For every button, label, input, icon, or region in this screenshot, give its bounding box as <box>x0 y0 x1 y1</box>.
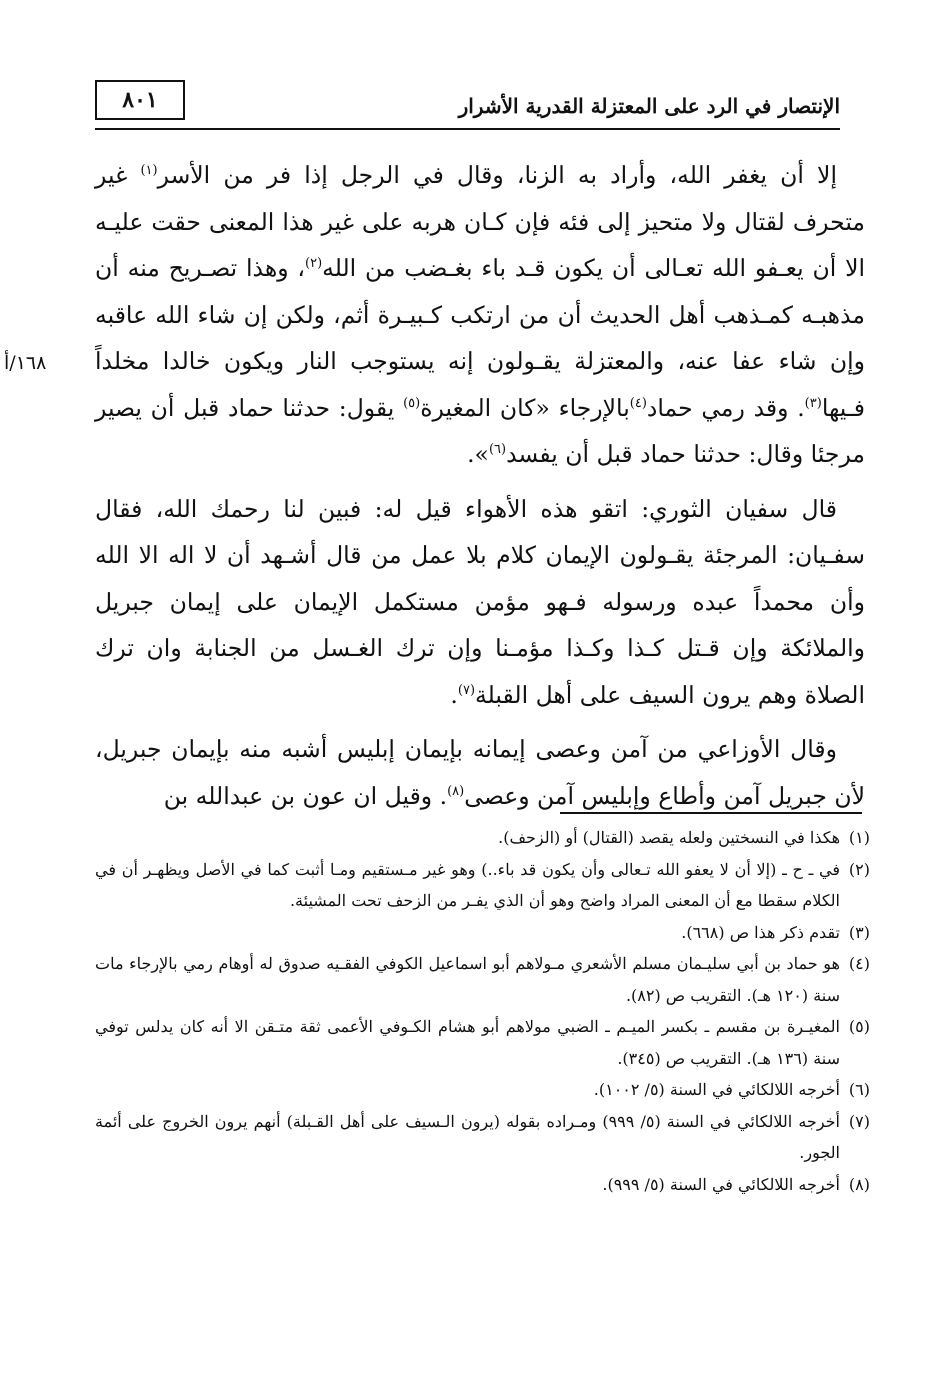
footnote-number: (١) <box>848 828 870 847</box>
footnote-number: (٨) <box>848 1174 870 1194</box>
footnote-ref-6: (٦) <box>488 442 507 458</box>
footnote-6 <box>95 1074 870 1106</box>
page-number: ٨٠١ <box>122 87 158 113</box>
paragraph-2 <box>95 486 865 719</box>
footnote-3 <box>95 917 870 949</box>
footnote-ref-4: (٤) <box>629 395 647 411</box>
page-number-box <box>95 80 185 120</box>
footnote-number: (٥) <box>848 1017 870 1036</box>
footnote-text: أخرجه اللالكائي في السنة (٥/ ٩٩٩). <box>602 1174 840 1194</box>
footnote-separator <box>560 812 862 814</box>
footnote-text: أخرجه اللالكائي في السنة (٥/ ٩٩٩) ومـراده بقوله (يرون الـسيف على أهل القـبلة) أنهم يرون الخروج على أئمة الجور. <box>95 1111 840 1162</box>
text-run: . وقيل ان عون بن عبدالله بن <box>163 781 448 810</box>
main-text <box>95 152 865 827</box>
text-run: ، وهذا تصـريح منه أن مذهبـه كمـذهب أهل الحديث أن من ارتكب كـبيـرة أثم، ولكن إن شاء الله عاقبه وإن شاء عفا عنه، والمعتزلة يقـولون إنه يستوجب النار ويكون خالدا مخلداً فـيها <box>95 254 866 422</box>
footnote-2 <box>95 854 870 917</box>
header-rule <box>95 128 840 130</box>
text-run: بالإرجاء «كان المغيرة <box>420 393 630 422</box>
text-run: يقول: حدثنا حماد قبل أن يصير مرجئا وقال: حدثنا حماد قبل أن يفسد <box>95 393 865 468</box>
text-run: . وقد رمي حماد <box>646 393 805 422</box>
footnote-text: تقدم ذكر هذا ص (٦٦٨). <box>681 922 840 942</box>
footnote-4 <box>95 948 870 1011</box>
footnote-ref-1: (١) <box>140 163 158 179</box>
footnote-number: (٣) <box>848 922 870 942</box>
footnote-ref-3: (٣) <box>804 395 822 411</box>
text-run: . <box>450 680 458 709</box>
text-run: قال سفيان الثوري: اتقو هذه الأهواء قيل له: فبين لنا رحمك الله، فقال سفـيان: المرجئة يقـولون الإيمان كلام بلا عمل من قال أشـهد أن لا اله الا الله وأن محمداً عبده ورسوله فـهو مؤمن مستكمل الإيمان على إيمان جبريل والملائكة وإن قـتل كـذا وكـذا مؤمـنا وإن ترك الغـسل من الجنابة وان ترك الصلاة وهم يرون السيف على أهل القبلة <box>95 494 865 709</box>
footnote-ref-2: (٢) <box>305 256 323 272</box>
footnote-number: (٢) <box>848 859 870 879</box>
running-title: الإنتصار في الرد على المعتزلة القدرية الأشرار <box>458 94 840 118</box>
text-run: غير متحرف لقتال ولا متحيز إلى فئه فإن كـان هربه على غير هذا المعنى حقت عليـه الا أن يعـفو الله تعـالى أن يكون قـد باء بغـضب من الله <box>95 161 865 282</box>
footnote-8 <box>95 1169 870 1201</box>
footnote-text: هكذا في النسختين ولعله يقصد (القتال) أو (الزحف). <box>498 828 840 847</box>
footnote-number: (٤) <box>848 954 870 973</box>
text-run: وقال الأوزاعي من آمن وعصى إيمانه بإيمان إبليس أشبه منه بإيمان جبريل، لأن جبريل آمن وأطاع وإبليس آمن وعصى <box>95 735 865 810</box>
footnote-number: (٧) <box>848 1111 870 1131</box>
footnote-text: هو حماد بن أبي سليـمان مسلم الأشعري مـولاهم أبو اسماعيل الكوفي الفقـيه صدوق له أوهام رمي بالإرجاء مات سنة (١٢٠ هـ). التقريب ص (٨٢). <box>95 954 840 1005</box>
footnote-number: (٦) <box>848 1080 870 1099</box>
manuscript-folio-reference: ١٦٨/أ <box>4 352 47 374</box>
footnote-ref-5: (٥) <box>403 395 421 411</box>
paragraph-1 <box>95 152 865 478</box>
text-run: ». <box>467 440 489 468</box>
footnote-ref-7: (٧) <box>457 682 476 698</box>
page-header <box>95 80 840 140</box>
footnote-text: في ـ ح ـ (إلا أن لا يعفو الله تـعالى وأن يكون قد باء..) وهو غير مـستقيم ومـا أثبت كما في الأصل ويظهـر أن في الكلام سقطا مع أن المعنى المراد واضح وهو أن الذي يفـر من الزحف تحت المشيئة. <box>95 859 840 910</box>
footnote-5 <box>95 1011 870 1074</box>
footnotes <box>95 822 870 1200</box>
footnote-ref-8: (٨) <box>447 783 465 799</box>
footnote-1 <box>95 822 870 854</box>
text-run: إلا أن يغفر الله، وأراد به الزنا، وقال في الرجل إذا فر من الأسر <box>157 161 837 189</box>
footnote-text: أخرجه اللالكائي في السنة (٥/ ١٠٠٢). <box>593 1080 840 1099</box>
footnote-text: المغيـرة بن مقسم ـ بكسر الميـم ـ الضبي مولاهم أبو هشام الكـوفي الأعمى ثقة متـقن الا أنه كان يدلس توفي سنة (١٣٦ هـ). التقريب ص (٣٤٥). <box>95 1017 840 1068</box>
footnote-7 <box>95 1106 870 1169</box>
paragraph-3 <box>95 726 865 819</box>
